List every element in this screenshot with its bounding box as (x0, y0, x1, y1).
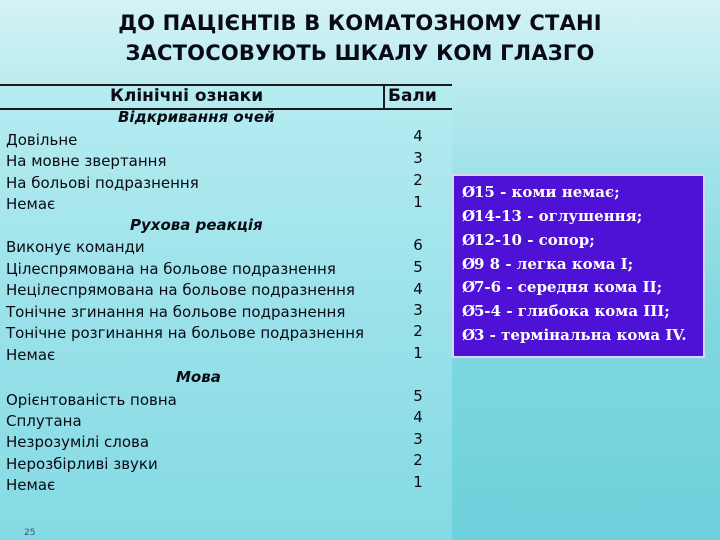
score-value: 3 (413, 149, 423, 167)
section-motor-response: Рухова реакція (130, 216, 263, 234)
table-row: Виконує команди (6, 238, 145, 256)
arrow-bullet-icon: Ø (462, 302, 476, 320)
arrow-bullet-icon: Ø (462, 207, 476, 225)
score-value: 2 (413, 171, 423, 189)
score-value: 4 (413, 280, 423, 298)
list-item (462, 207, 642, 225)
table-row: Нерозбірливі звуки (6, 455, 158, 473)
table-row: Нецілеспрямована на больове подразнення (6, 281, 355, 299)
table-row: На мовне звертання (6, 152, 167, 170)
table-header-divider (383, 84, 385, 110)
header-points: Бали (388, 86, 437, 106)
list-item (462, 255, 633, 273)
list-item (462, 278, 662, 296)
coma-grade-label: 3 - термінальна кома IV. (474, 326, 687, 344)
score-value: 4 (413, 408, 423, 426)
table-row: Тонічне розгинання на больове подразнення (6, 324, 365, 342)
table-row: Немає (6, 476, 56, 494)
list-item (462, 183, 620, 201)
table-row: Орієнтованість повна (6, 391, 177, 409)
score-value: 4 (413, 127, 423, 145)
coma-grade-label: 14-13 - оглушення; (474, 207, 643, 225)
list-item (462, 302, 670, 320)
title-line-1: ДО ПАЦІЄНТІВ В КОМАТОЗНОМУ СТАНІ (118, 11, 602, 35)
slide-number: 25 (24, 528, 36, 538)
arrow-bullet-icon: Ø (462, 326, 476, 344)
score-value: 1 (413, 193, 423, 211)
arrow-bullet-icon: Ø (462, 278, 476, 296)
table-row: Сплутана (6, 412, 82, 430)
table-row: Незрозумілі слова (6, 433, 150, 451)
score-value: 2 (413, 451, 423, 469)
table-row: Немає (6, 346, 56, 364)
coma-grade-label: 15 - коми немає; (474, 183, 620, 201)
score-value: 1 (413, 473, 423, 491)
table-row: Цілеспрямована на больове подразнення (6, 260, 336, 278)
coma-grade-label: 5-4 - глибока кома III; (474, 302, 670, 320)
arrow-bullet-icon: Ø (462, 231, 476, 249)
table-row: Тонічне згинання на больове подразнення (6, 303, 346, 321)
score-value: 2 (413, 322, 423, 340)
arrow-bullet-icon: Ø (462, 183, 476, 201)
slide-title (0, 8, 720, 68)
score-value: 5 (413, 387, 423, 405)
coma-grade-label: 7-6 - середня кома II; (474, 278, 663, 296)
score-value: 6 (413, 236, 423, 254)
section-verbal-response: Мова (176, 368, 221, 386)
list-item (462, 326, 687, 344)
list-item (462, 231, 595, 249)
table-row: Довільне (6, 131, 78, 149)
table-row: Немає (6, 195, 56, 213)
title-line-2: ЗАСТОСОВУЮТЬ ШКАЛУ КОМ ГЛАЗГО (125, 41, 595, 65)
score-value: 3 (413, 430, 423, 448)
table-row: На больові подразнення (6, 174, 199, 192)
score-value: 1 (413, 344, 423, 362)
score-value: 3 (413, 301, 423, 319)
header-clinical-signs: Клінічні ознаки (110, 86, 264, 106)
score-value: 5 (413, 258, 423, 276)
coma-grade-label: 12-10 - сопор; (474, 231, 595, 249)
coma-grade-label: 9 8 - легка кома I; (474, 255, 634, 273)
coma-grading-panel (452, 174, 705, 358)
section-eye-opening: Відкривання очей (118, 108, 275, 126)
arrow-bullet-icon: Ø (462, 255, 476, 273)
